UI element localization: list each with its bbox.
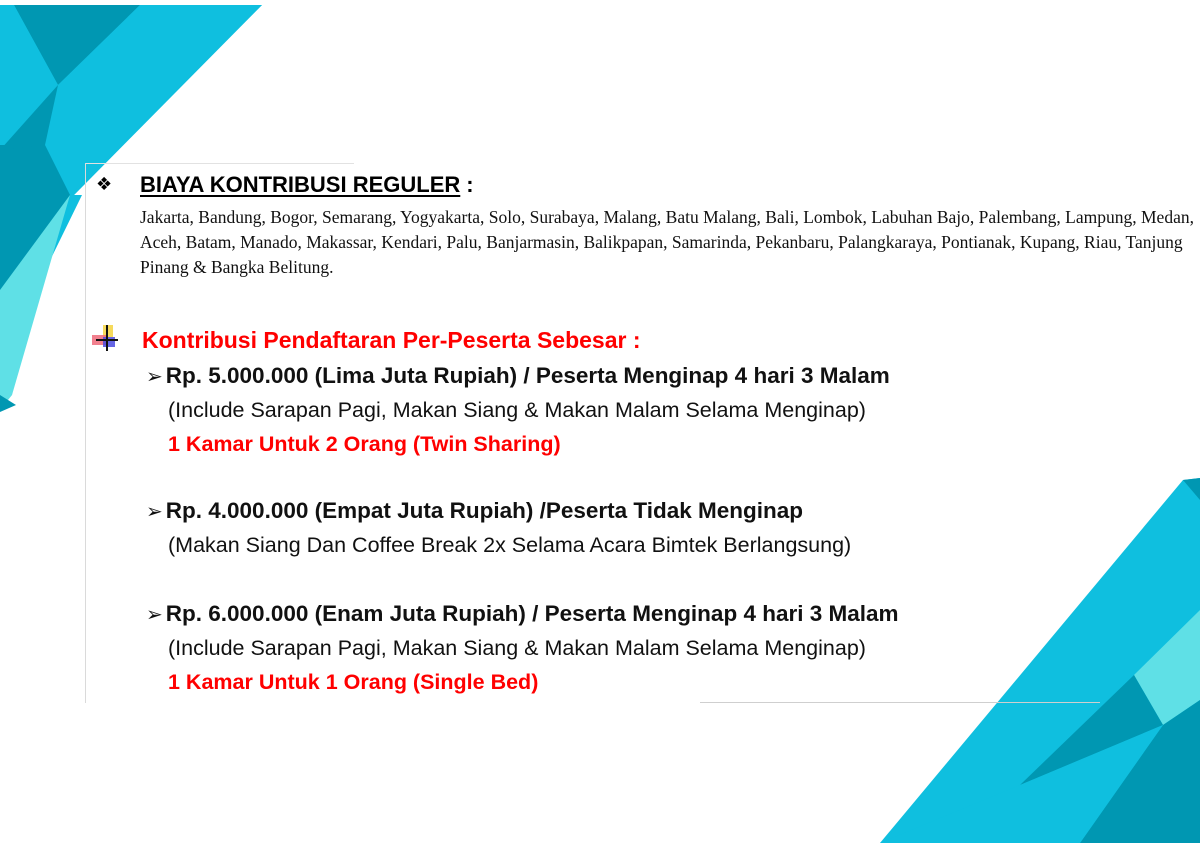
section-title-colon: : [466, 172, 474, 197]
price-option-5m [146, 359, 890, 461]
frame-bottom-border [700, 702, 1100, 703]
plus-cross-bullet-icon [90, 325, 122, 355]
price-option-6m [146, 597, 899, 699]
option-description: (Include Sarapan Pagi, Makan Siang & Makan Malam Selama Menginap) [168, 636, 866, 660]
contribution-heading-row [90, 325, 641, 355]
arrow-bullet-icon: ➢ [146, 364, 163, 388]
option-description: (Include Sarapan Pagi, Makan Siang & Makan Malam Selama Menginap) [168, 398, 866, 422]
arrow-bullet-icon: ➢ [146, 499, 163, 523]
option-note: 1 Kamar Untuk 1 Orang (Single Bed) [168, 670, 539, 694]
contribution-heading: Kontribusi Pendaftaran Per-Peserta Sebesar : [142, 326, 641, 353]
frame-left-border [85, 163, 86, 703]
frame-top-border [86, 163, 354, 164]
option-title: Rp. 6.000.000 (Enam Juta Rupiah) / Peserta Menginap 4 hari 3 Malam [165, 601, 899, 626]
option-description: (Makan Siang Dan Coffee Break 2x Selama Acara Bimtek Berlangsung) [168, 533, 852, 557]
section-title: BIAYA KONTRIBUSI REGULER [140, 172, 461, 197]
option-note: 1 Kamar Untuk 2 Orang (Twin Sharing) [168, 432, 561, 456]
diamond-bullet-icon: ❖ [96, 174, 113, 195]
option-title: Rp. 5.000.000 (Lima Juta Rupiah) / Peserta Menginap 4 hari 3 Malam [165, 363, 890, 388]
option-title: Rp. 4.000.000 (Empat Juta Rupiah) /Peserta Tidak Menginap [165, 498, 804, 523]
arrow-bullet-icon: ➢ [146, 602, 163, 626]
section-heading [96, 172, 474, 198]
cities-list: Jakarta, Bandung, Bogor, Semarang, Yogyakarta, Solo, Surabaya, Malang, Batu Malang, Bali, Lombok, Labuhan Bajo, Palembang, Lampung, Medan, Aceh, Batam, Manado, Makassar, Kendari, Palu, Banjarmasin, Balikpapan, Samarinda, Pekanbaru, Palangkaraya, Pontianak, Kupang, Riau, Tanjung Pinang & Bangka Belitung. [140, 207, 1194, 277]
price-option-4m [146, 494, 851, 562]
